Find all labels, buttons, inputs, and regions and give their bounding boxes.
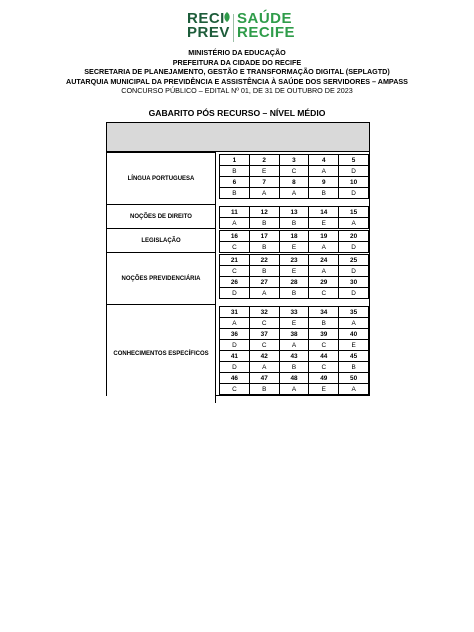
answer-letter: B xyxy=(279,218,309,229)
answer-row xyxy=(220,242,369,253)
answer-letter: A xyxy=(220,218,250,229)
question-number: 32 xyxy=(249,307,279,318)
answer-letter: B xyxy=(279,362,309,373)
question-number-row xyxy=(220,231,369,242)
question-number: 16 xyxy=(220,231,250,242)
question-number: 49 xyxy=(309,373,339,384)
answer-letter: B xyxy=(220,188,250,199)
question-number: 37 xyxy=(249,329,279,340)
question-number: 1 xyxy=(220,155,250,166)
question-number-row xyxy=(220,177,369,188)
question-number: 27 xyxy=(249,277,279,288)
answer-letter: A xyxy=(339,218,369,229)
answer-letter: E xyxy=(309,384,339,395)
question-number-row xyxy=(220,373,369,384)
answer-letter: D xyxy=(220,362,250,373)
leaf-icon xyxy=(223,12,231,22)
answer-grid xyxy=(219,254,369,299)
question-number-row xyxy=(220,277,369,288)
question-number: 50 xyxy=(339,373,369,384)
answer-letter: D xyxy=(339,166,369,177)
question-number: 45 xyxy=(339,351,369,362)
answer-letter: C xyxy=(220,242,250,253)
answer-letter: C xyxy=(309,288,339,299)
answer-letter: A xyxy=(279,340,309,351)
question-number: 48 xyxy=(279,373,309,384)
header-autarquia: AUTARQUIA MUNICIPAL DA PREVIDÊNCIA E ASSISTÊNCIA À SAÚDE DOS SERVIDORES – AMPASS xyxy=(66,76,408,86)
reciprev-logo-line-1: RECI xyxy=(187,10,225,27)
question-number: 44 xyxy=(309,351,339,362)
question-number: 24 xyxy=(309,255,339,266)
logo-divider xyxy=(233,14,234,42)
question-number: 10 xyxy=(339,177,369,188)
subject-cell: NOÇÕES PREVIDENCIÁRIA xyxy=(107,252,216,305)
question-number: 26 xyxy=(220,277,250,288)
subject-cell: CONHECIMENTOS ESPECÍFICOS xyxy=(107,304,216,403)
question-number: 4 xyxy=(309,155,339,166)
answer-row xyxy=(220,218,369,229)
answer-row xyxy=(220,318,369,329)
answer-letter: A xyxy=(309,242,339,253)
answer-letter: C xyxy=(249,340,279,351)
question-number: 12 xyxy=(249,207,279,218)
question-number: 40 xyxy=(339,329,369,340)
answer-letter: B xyxy=(339,362,369,373)
question-number: 33 xyxy=(279,307,309,318)
question-number: 13 xyxy=(279,207,309,218)
answer-letter: A xyxy=(309,266,339,277)
answer-letter: C xyxy=(309,340,339,351)
subject-cell: LÍNGUA PORTUGUESA xyxy=(107,152,216,205)
answer-key-sheet xyxy=(106,122,370,396)
answer-letter: E xyxy=(279,266,309,277)
question-number: 31 xyxy=(220,307,250,318)
question-number: 2 xyxy=(249,155,279,166)
question-number-row xyxy=(220,155,369,166)
header-band xyxy=(107,123,369,152)
answer-grid xyxy=(219,206,369,229)
subject-cell: LEGISLAÇÃO xyxy=(107,228,216,253)
question-number: 8 xyxy=(279,177,309,188)
question-number: 19 xyxy=(309,231,339,242)
question-number: 46 xyxy=(220,373,250,384)
question-number: 22 xyxy=(249,255,279,266)
question-number-row xyxy=(220,351,369,362)
question-number: 29 xyxy=(309,277,339,288)
header-edital: CONCURSO PÚBLICO – EDITAL Nº 01, DE 31 DE OUTUBRO DE 2023 xyxy=(121,86,353,95)
answer-row xyxy=(220,384,369,395)
answer-letter: A xyxy=(339,318,369,329)
answer-letter: E xyxy=(279,318,309,329)
question-number: 5 xyxy=(339,155,369,166)
question-number: 20 xyxy=(339,231,369,242)
question-number: 15 xyxy=(339,207,369,218)
answer-letter: E xyxy=(309,218,339,229)
answer-letter: A xyxy=(220,318,250,329)
answer-letter: E xyxy=(249,166,279,177)
question-number: 43 xyxy=(279,351,309,362)
answer-letter: A xyxy=(309,166,339,177)
question-number: 36 xyxy=(220,329,250,340)
answer-grid xyxy=(219,230,369,253)
answer-letter: C xyxy=(279,166,309,177)
answer-letter: A xyxy=(279,188,309,199)
answer-letter: B xyxy=(249,384,279,395)
saude-recife-logo xyxy=(237,12,295,40)
question-number: 14 xyxy=(309,207,339,218)
question-number: 6 xyxy=(220,177,250,188)
answer-grid xyxy=(219,154,369,199)
question-number: 18 xyxy=(279,231,309,242)
answer-letter: B xyxy=(249,266,279,277)
question-number: 21 xyxy=(220,255,250,266)
question-number: 41 xyxy=(220,351,250,362)
answer-row xyxy=(220,188,369,199)
answer-letter: A xyxy=(279,384,309,395)
answer-letter: E xyxy=(339,340,369,351)
question-number: 3 xyxy=(279,155,309,166)
answer-letter: D xyxy=(220,340,250,351)
answer-letter: B xyxy=(220,166,250,177)
header-secretaria: SECRETARIA DE PLANEJAMENTO, GESTÃO E TRANSFORMAÇÃO DIGITAL (SEPLAGTD) xyxy=(84,67,390,76)
question-number: 42 xyxy=(249,351,279,362)
answer-letter: D xyxy=(220,288,250,299)
answer-letter: D xyxy=(339,188,369,199)
question-number: 34 xyxy=(309,307,339,318)
logo-header xyxy=(0,12,474,44)
answer-letter: A xyxy=(249,188,279,199)
question-number-row xyxy=(220,329,369,340)
answer-letter: C xyxy=(220,384,250,395)
answer-letter: D xyxy=(339,266,369,277)
saude-logo-line-2: RECIFE xyxy=(237,24,296,41)
answer-letter: E xyxy=(279,242,309,253)
answer-letter: B xyxy=(309,188,339,199)
question-number: 35 xyxy=(339,307,369,318)
answer-letter: C xyxy=(249,318,279,329)
page-title: GABARITO PÓS RECURSO – NÍVEL MÉDIO xyxy=(148,108,326,118)
answer-letter: B xyxy=(249,218,279,229)
answer-row xyxy=(220,362,369,373)
question-number: 28 xyxy=(279,277,309,288)
answer-letter: B xyxy=(249,242,279,253)
answer-grid xyxy=(219,306,369,395)
question-number: 47 xyxy=(249,373,279,384)
answer-row xyxy=(220,288,369,299)
question-number-row xyxy=(220,207,369,218)
answer-letter: C xyxy=(220,266,250,277)
answer-letter: A xyxy=(339,384,369,395)
question-number-row xyxy=(220,255,369,266)
question-number: 39 xyxy=(309,329,339,340)
question-number-row xyxy=(220,307,369,318)
question-number: 9 xyxy=(309,177,339,188)
answer-row xyxy=(220,266,369,277)
saude-logo-line-1: SAÚDE xyxy=(237,10,293,27)
answer-letter: B xyxy=(279,288,309,299)
question-number: 30 xyxy=(339,277,369,288)
subject-cell: NOÇÕES DE DIREITO xyxy=(107,204,216,229)
question-number: 17 xyxy=(249,231,279,242)
question-number: 7 xyxy=(249,177,279,188)
answer-letter: D xyxy=(339,242,369,253)
answer-letter: D xyxy=(339,288,369,299)
document-header xyxy=(0,48,474,96)
question-number: 11 xyxy=(220,207,250,218)
reciprev-logo-line-2: PREV xyxy=(187,24,230,41)
answer-row xyxy=(220,166,369,177)
header-prefeitura: PREFEITURA DA CIDADE DO RECIFE xyxy=(172,57,302,67)
question-number: 38 xyxy=(279,329,309,340)
answer-letter: B xyxy=(309,318,339,329)
header-ministry: MINISTÉRIO DA EDUCAÇÃO xyxy=(188,48,286,57)
question-number: 23 xyxy=(279,255,309,266)
answer-letter: C xyxy=(309,362,339,373)
answer-letter: A xyxy=(249,288,279,299)
question-number: 25 xyxy=(339,255,369,266)
answer-row xyxy=(220,340,369,351)
answer-letter: A xyxy=(249,362,279,373)
